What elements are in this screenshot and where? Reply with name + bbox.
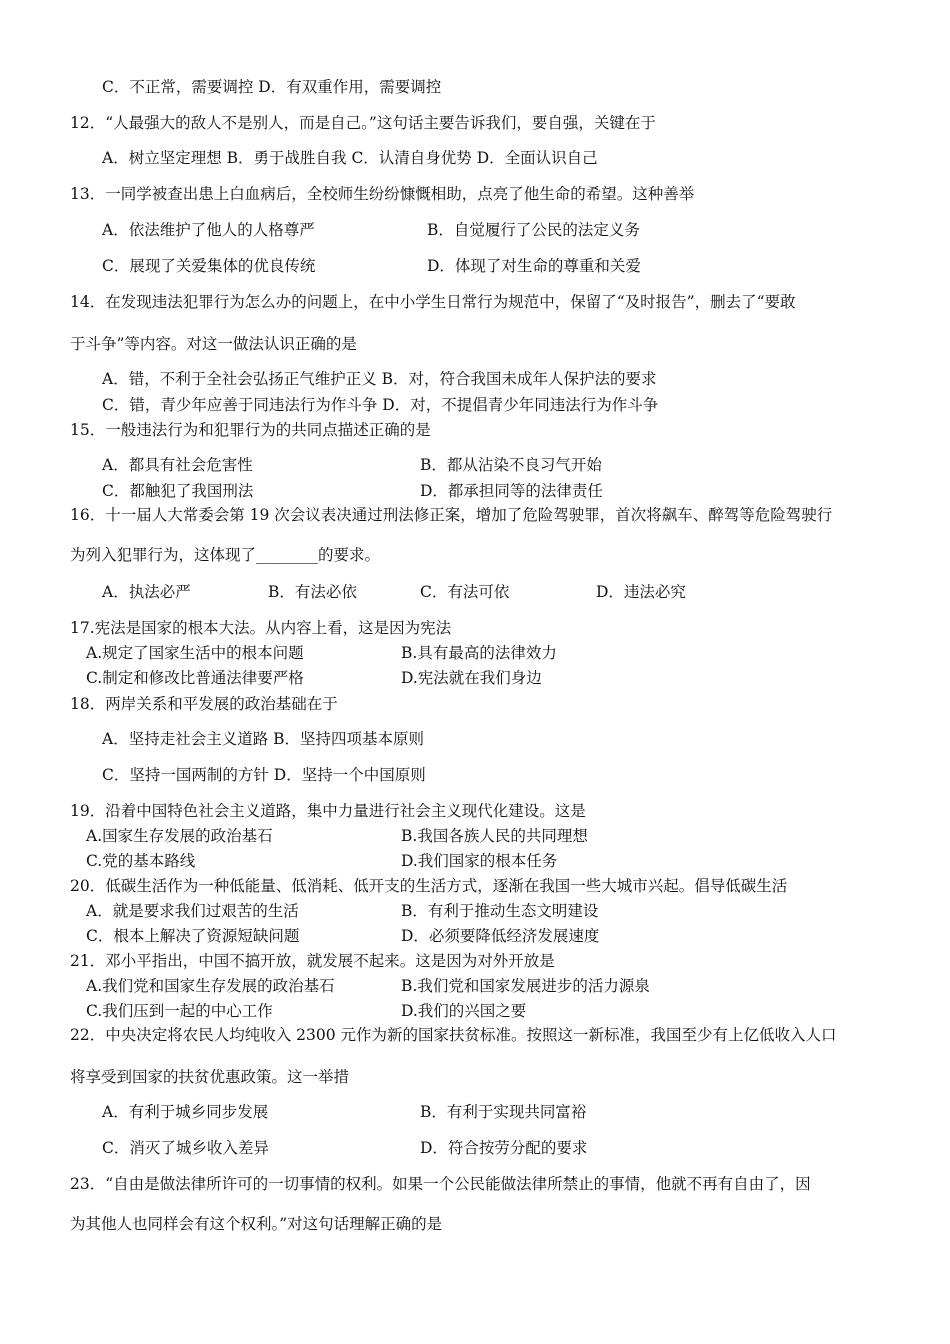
text-line: A．错，不利于全社会弘扬正气维护正义 B．对，符合我国未成年人保护法的要求 [102,370,657,388]
text-line: D．体现了对生命的尊重和关爱 [427,257,641,275]
text-line: 12．“人最强大的敌人不是别人，而是自己。”这句话主要告诉我们，要自强，关键在于 [70,114,656,132]
text-line: A．树立坚定理想 B．勇于战胜自我 C．认清自身优势 D．全面认识自己 [102,149,598,167]
text-line: 20．低碳生活作为一种低能量、低消耗、低开支的生活方式，逐渐在我国一些大城市兴起。倡导低碳生活 [70,877,788,895]
text-line: C．坚持一国两制的方针 D．坚持一个中国原则 [102,766,426,784]
text-line: A．执法必严 [102,583,191,601]
text-line: D.我们的兴国之要 [401,1002,527,1020]
text-line: C．不正常，需要调控 D．有双重作用，需要调控 [102,78,442,96]
text-line: 23．“自由是做法律所许可的一切事情的权利。如果一个公民能做法律所禁止的事情，他就不再有自由了，因 [70,1175,811,1193]
text-line: C.制定和修改比普通法律要严格 [86,669,304,687]
text-line: D．违法必究 [596,583,686,601]
text-line: B．有利于实现共同富裕 [420,1103,587,1121]
text-line: B.具有最高的法律效力 [401,644,557,662]
text-line: B.我国各族人民的共同理想 [401,827,588,845]
text-line: A.国家生存发展的政治基石 [86,827,273,845]
text-line: A．都具有社会危害性 [102,456,253,474]
text-line: B．有法必依 [268,583,357,601]
text-line: C．都触犯了我国刑法 [102,482,254,500]
text-line: 21．邓小平指出，中国不搞开放，就发展不起来。这是因为对外开放是 [70,952,555,970]
text-line: D.我们国家的根本任务 [401,852,558,870]
text-line: A.我们党和国家生存发展的政治基石 [86,977,335,995]
text-line: 18．两岸关系和平发展的政治基础在于 [70,695,338,713]
text-line: C．消灭了城乡收入差异 [102,1139,269,1157]
text-line: A.规定了国家生活中的根本问题 [86,644,304,662]
text-line: 于斗争”等内容。对这一做法认识正确的是 [70,335,357,353]
text-line: C.党的基本路线 [86,852,196,870]
text-line: C．根本上解决了资源短缺问题 [86,927,300,945]
text-line: 14．在发现违法犯罪行为怎么办的问题上，在中小学生日常行为规范中，保留了“及时报告”，删去了“要敢 [70,293,796,311]
text-line: B.我们党和国家发展进步的活力源泉 [401,977,650,995]
text-line: D.宪法就在我们身边 [401,669,542,687]
text-line: B．自觉履行了公民的法定义务 [427,221,640,239]
text-line: D．都承担同等的法律责任 [420,482,603,500]
text-line: A．依法维护了他人的人格尊严 [102,221,315,239]
text-line: C．错，青少年应善于同违法行为作斗争 D．对，不提倡青少年同违法行为作斗争 [102,396,659,414]
text-line: 为其他人也同样会有这个权利。”对这句话理解正确的是 [70,1215,443,1233]
text-line: D．符合按劳分配的要求 [420,1139,588,1157]
text-line: B．都从沾染不良习气开始 [420,456,602,474]
text-line: 19．沿着中国特色社会主义道路，集中力量进行社会主义现代化建设。这是 [70,802,586,820]
text-line: 13．一同学被查出患上白血病后，全校师生纷纷慷慨相助，点亮了他生命的希望。这种善举 [70,185,695,203]
text-line: C．展现了关爱集体的优良传统 [102,257,316,275]
text-line: 16．十一届人大常委会第 19 次会议表决通过刑法修正案，增加了危险驾驶罪，首次将飙车、醉驾等危险驾驶行 [70,506,833,524]
text-line: 将享受到国家的扶贫优惠政策。这一举措 [70,1068,350,1086]
text-line: A．就是要求我们过艰苦的生活 [86,902,299,920]
text-line: C.我们压到一起的中心工作 [86,1002,273,1020]
text-line: D．必须要降低经济发展速度 [401,927,600,945]
text-line: C．有法可依 [420,583,510,601]
text-line: 15．一般违法行为和犯罪行为的共同点描述正确的是 [70,421,431,439]
text-line: A．坚持走社会主义道路 B．坚持四项基本原则 [102,730,425,748]
text-line: 17.宪法是国家的根本大法。从内容上看，这是因为宪法 [70,619,452,637]
text-line: 为列入犯罪行为，这体现了________的要求。 [70,546,381,564]
text-line: A．有利于城乡同步发展 [102,1103,269,1121]
text-line: B．有利于推动生态文明建设 [401,902,599,920]
text-line: 22．中央决定将农民人均纯收入 2300 元作为新的国家扶贫标准。按照这一新标准，我国至少有上亿低收入人口 [70,1026,837,1044]
